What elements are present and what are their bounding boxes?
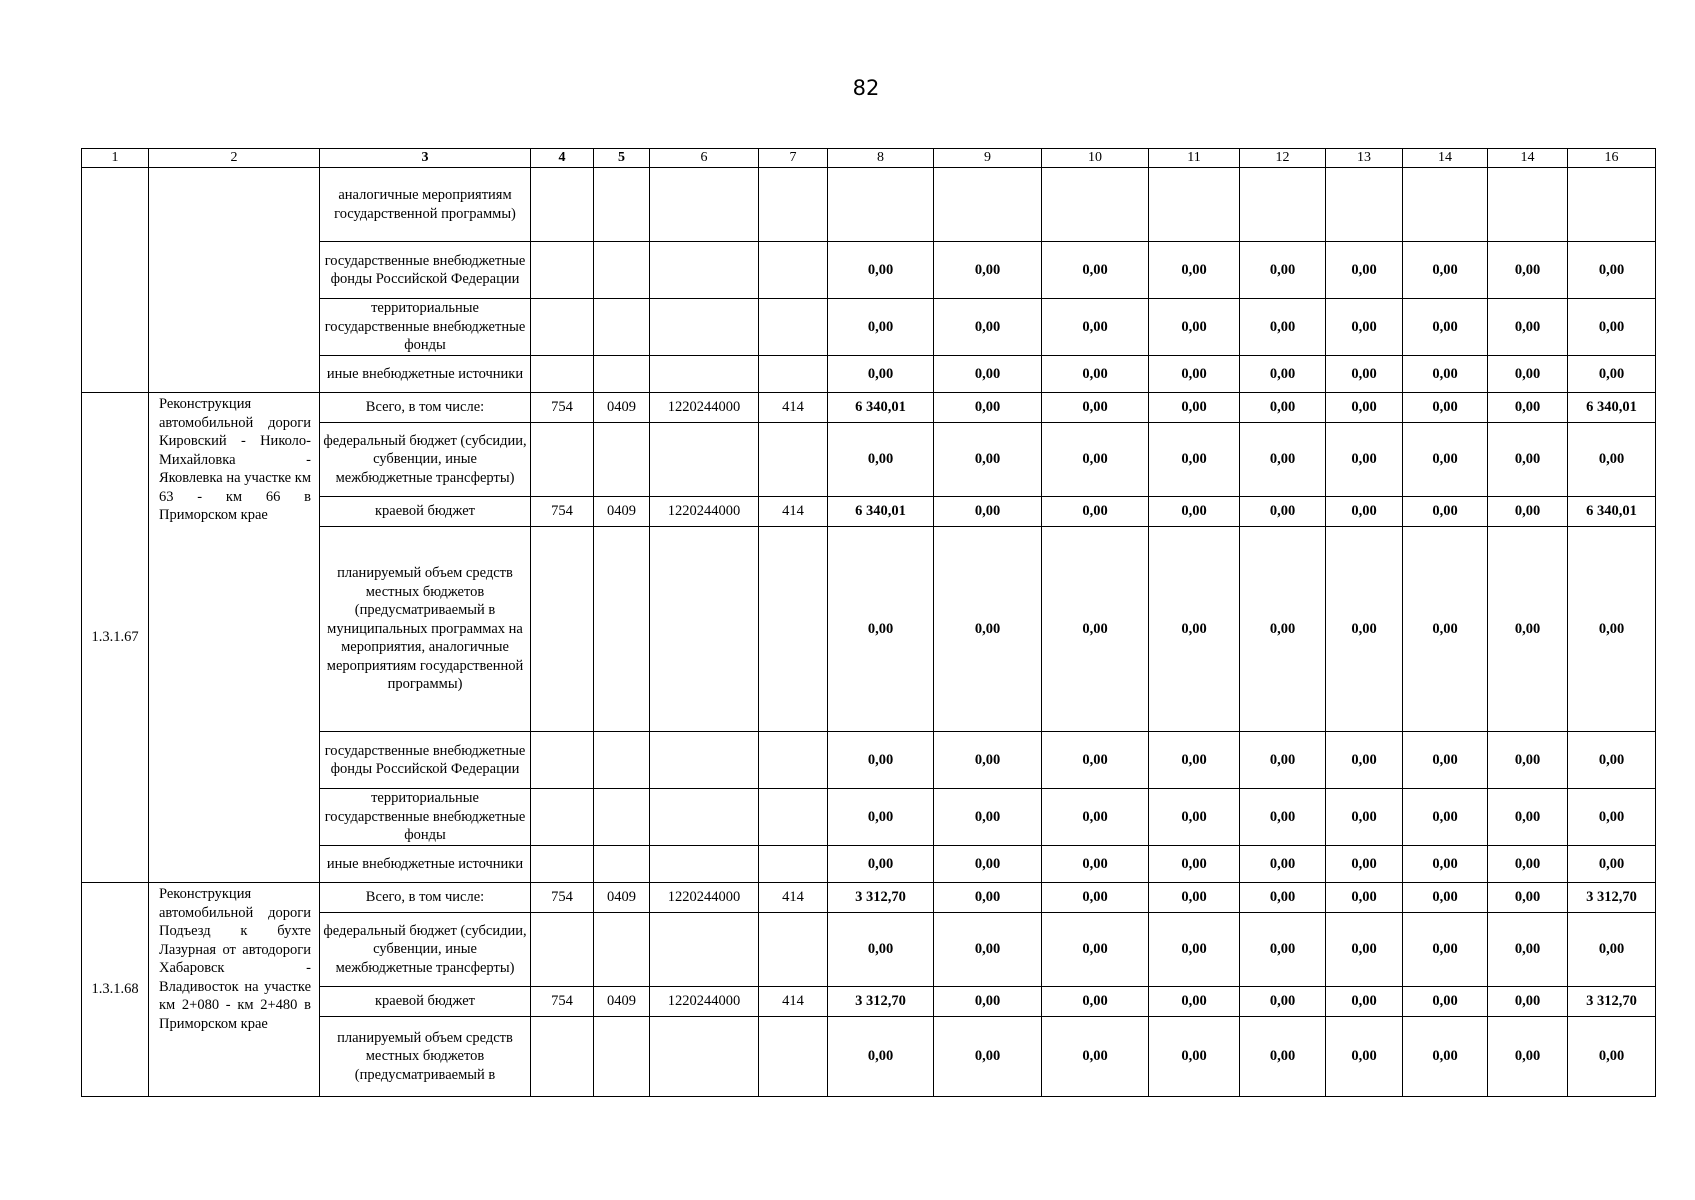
grbs-code-cell (531, 299, 594, 356)
amount-cell: 0,00 (1488, 987, 1568, 1017)
amount-cell: 0,00 (934, 732, 1042, 789)
amount-cell: 0,00 (1403, 497, 1488, 527)
amount-cell: 0,00 (828, 356, 934, 393)
header-cell: 7 (759, 149, 828, 168)
target-article-cell (650, 1017, 759, 1097)
amount-cell: 0,00 (1240, 423, 1326, 497)
expense-type-cell (759, 299, 828, 356)
amount-cell: 0,00 (1042, 1017, 1149, 1097)
section-code-cell (594, 168, 650, 242)
amount-cell: 3 312,70 (828, 987, 934, 1017)
amount-cell: 0,00 (1326, 356, 1403, 393)
funding-source-cell: территориальные государственные внебюджетные фонды (320, 789, 531, 846)
amount-cell: 0,00 (1042, 732, 1149, 789)
amount-cell: 0,00 (1403, 1017, 1488, 1097)
item-code-cell: 1.3.1.68 (82, 883, 149, 1097)
amount-cell: 0,00 (1403, 356, 1488, 393)
section-code-cell (594, 299, 650, 356)
grbs-code-cell (531, 789, 594, 846)
target-article-cell (650, 846, 759, 883)
item-name-cell (149, 168, 320, 393)
amount-cell: 0,00 (1403, 987, 1488, 1017)
amount-cell: 0,00 (1568, 356, 1656, 393)
amount-cell: 0,00 (1326, 242, 1403, 299)
target-article-cell (650, 732, 759, 789)
target-article-cell (650, 527, 759, 732)
amount-cell: 0,00 (1149, 299, 1240, 356)
expense-type-cell: 414 (759, 883, 828, 913)
amount-cell (1149, 168, 1240, 242)
funding-source-cell: государственные внебюджетные фонды Российской Федерации (320, 732, 531, 789)
amount-cell: 0,00 (1568, 789, 1656, 846)
target-article-cell: 1220244000 (650, 393, 759, 423)
amount-cell: 0,00 (1403, 913, 1488, 987)
amount-cell: 0,00 (934, 913, 1042, 987)
header-cell: 9 (934, 149, 1042, 168)
header-cell: 14 (1488, 149, 1568, 168)
amount-cell: 0,00 (828, 423, 934, 497)
amount-cell: 6 340,01 (828, 497, 934, 527)
funding-source-cell: федеральный бюджет (субсидии, субвенции, иные межбюджетные трансферты) (320, 423, 531, 497)
amount-cell (934, 168, 1042, 242)
amount-cell: 0,00 (934, 527, 1042, 732)
grbs-code-cell (531, 168, 594, 242)
grbs-code-cell (531, 846, 594, 883)
amount-cell: 3 312,70 (828, 883, 934, 913)
amount-cell: 6 340,01 (1568, 497, 1656, 527)
amount-cell (828, 168, 934, 242)
amount-cell: 0,00 (1403, 789, 1488, 846)
amount-cell: 0,00 (1240, 527, 1326, 732)
amount-cell: 0,00 (1042, 987, 1149, 1017)
amount-cell: 0,00 (1568, 423, 1656, 497)
amount-cell: 0,00 (1149, 497, 1240, 527)
header-cell: 2 (149, 149, 320, 168)
grbs-code-cell (531, 527, 594, 732)
amount-cell: 0,00 (1042, 423, 1149, 497)
amount-cell: 0,00 (1042, 846, 1149, 883)
amount-cell: 0,00 (1403, 242, 1488, 299)
amount-cell: 0,00 (934, 423, 1042, 497)
target-article-cell: 1220244000 (650, 497, 759, 527)
header-row (82, 149, 1656, 168)
budget-table (81, 148, 1656, 1097)
amount-cell: 0,00 (934, 242, 1042, 299)
header-cell: 11 (1149, 149, 1240, 168)
amount-cell: 0,00 (1326, 789, 1403, 846)
grbs-code-cell (531, 913, 594, 987)
section-code-cell (594, 732, 650, 789)
header-cell: 1 (82, 149, 149, 168)
grbs-code-cell (531, 242, 594, 299)
amount-cell: 0,00 (934, 846, 1042, 883)
amount-cell: 0,00 (934, 987, 1042, 1017)
target-article-cell (650, 242, 759, 299)
grbs-code-cell: 754 (531, 497, 594, 527)
amount-cell: 0,00 (1403, 883, 1488, 913)
amount-cell: 0,00 (1149, 846, 1240, 883)
expense-type-cell (759, 168, 828, 242)
amount-cell: 0,00 (1240, 1017, 1326, 1097)
section-code-cell (594, 527, 650, 732)
target-article-cell: 1220244000 (650, 883, 759, 913)
amount-cell: 0,00 (1149, 913, 1240, 987)
amount-cell: 0,00 (1568, 913, 1656, 987)
funding-source-cell: краевой бюджет (320, 987, 531, 1017)
amount-cell: 0,00 (1488, 299, 1568, 356)
amount-cell: 0,00 (1326, 527, 1403, 732)
amount-cell: 0,00 (1488, 913, 1568, 987)
funding-source-cell: аналогичные мероприятиям государственной программы) (320, 168, 531, 242)
grbs-code-cell (531, 732, 594, 789)
amount-cell: 0,00 (1042, 299, 1149, 356)
amount-cell: 6 340,01 (828, 393, 934, 423)
amount-cell (1488, 168, 1568, 242)
target-article-cell: 1220244000 (650, 987, 759, 1017)
funding-source-cell: Всего, в том числе: (320, 393, 531, 423)
funding-source-cell: иные внебюджетные источники (320, 846, 531, 883)
section-code-cell (594, 913, 650, 987)
amount-cell: 0,00 (1568, 299, 1656, 356)
item-code-cell: 1.3.1.67 (82, 393, 149, 883)
amount-cell: 3 312,70 (1568, 883, 1656, 913)
amount-cell: 0,00 (1042, 789, 1149, 846)
grbs-code-cell (531, 356, 594, 393)
expense-type-cell: 414 (759, 393, 828, 423)
amount-cell: 0,00 (1326, 732, 1403, 789)
amount-cell: 0,00 (828, 732, 934, 789)
target-article-cell (650, 913, 759, 987)
amount-cell (1568, 168, 1656, 242)
amount-cell: 0,00 (1568, 242, 1656, 299)
amount-cell: 0,00 (1240, 883, 1326, 913)
amount-cell (1403, 168, 1488, 242)
amount-cell: 0,00 (1326, 497, 1403, 527)
amount-cell: 0,00 (1568, 846, 1656, 883)
amount-cell: 0,00 (934, 883, 1042, 913)
expense-type-cell (759, 356, 828, 393)
amount-cell: 0,00 (828, 242, 934, 299)
amount-cell: 0,00 (1149, 1017, 1240, 1097)
amount-cell (1326, 168, 1403, 242)
section-code-cell: 0409 (594, 497, 650, 527)
amount-cell: 0,00 (1403, 527, 1488, 732)
expense-type-cell (759, 913, 828, 987)
amount-cell: 0,00 (828, 527, 934, 732)
amount-cell: 0,00 (828, 846, 934, 883)
amount-cell: 0,00 (1488, 242, 1568, 299)
amount-cell: 0,00 (1042, 913, 1149, 987)
header-cell: 10 (1042, 149, 1149, 168)
amount-cell (1240, 168, 1326, 242)
amount-cell: 0,00 (1240, 987, 1326, 1017)
target-article-cell (650, 423, 759, 497)
amount-cell: 0,00 (1240, 356, 1326, 393)
amount-cell: 0,00 (934, 497, 1042, 527)
amount-cell: 0,00 (1403, 423, 1488, 497)
amount-cell: 0,00 (1403, 393, 1488, 423)
expense-type-cell (759, 789, 828, 846)
funding-source-cell: планируемый объем средств местных бюджетов (предусматриваемый в (320, 1017, 531, 1097)
amount-cell: 0,00 (1149, 242, 1240, 299)
amount-cell: 0,00 (1326, 913, 1403, 987)
amount-cell: 0,00 (1042, 883, 1149, 913)
header-cell: 4 (531, 149, 594, 168)
expense-type-cell: 414 (759, 497, 828, 527)
amount-cell: 0,00 (828, 1017, 934, 1097)
funding-source-cell: федеральный бюджет (субсидии, субвенции, иные межбюджетные трансферты) (320, 913, 531, 987)
funding-source-cell: иные внебюджетные источники (320, 356, 531, 393)
table-row (82, 883, 1656, 913)
section-code-cell: 0409 (594, 393, 650, 423)
table-row (82, 168, 1656, 242)
grbs-code-cell: 754 (531, 987, 594, 1017)
header-cell: 6 (650, 149, 759, 168)
amount-cell: 0,00 (1149, 789, 1240, 846)
section-code-cell (594, 356, 650, 393)
amount-cell: 0,00 (1568, 1017, 1656, 1097)
amount-cell: 0,00 (1488, 789, 1568, 846)
expense-type-cell (759, 846, 828, 883)
amount-cell: 0,00 (1488, 356, 1568, 393)
amount-cell: 0,00 (828, 913, 934, 987)
item-code-cell (82, 168, 149, 393)
amount-cell: 0,00 (1488, 883, 1568, 913)
section-code-cell: 0409 (594, 987, 650, 1017)
expense-type-cell (759, 423, 828, 497)
amount-cell: 0,00 (1326, 299, 1403, 356)
funding-source-cell: территориальные государственные внебюджетные фонды (320, 299, 531, 356)
grbs-code-cell (531, 423, 594, 497)
expense-type-cell (759, 1017, 828, 1097)
amount-cell: 0,00 (1240, 789, 1326, 846)
section-code-cell (594, 1017, 650, 1097)
amount-cell: 0,00 (1488, 846, 1568, 883)
item-name-cell: Реконструкция автомобильной дороги Кировский - Николо-Михайловка - Яковлевка на участке км 63 - км 66 в Приморском крае (149, 393, 320, 883)
header-cell: 13 (1326, 149, 1403, 168)
amount-cell: 0,00 (1042, 242, 1149, 299)
amount-cell: 0,00 (934, 789, 1042, 846)
amount-cell: 0,00 (1488, 497, 1568, 527)
amount-cell: 0,00 (934, 1017, 1042, 1097)
amount-cell: 0,00 (934, 299, 1042, 356)
expense-type-cell (759, 242, 828, 299)
amount-cell: 0,00 (1488, 393, 1568, 423)
amount-cell: 0,00 (1488, 732, 1568, 789)
section-code-cell: 0409 (594, 883, 650, 913)
amount-cell: 0,00 (1488, 423, 1568, 497)
amount-cell: 0,00 (1240, 913, 1326, 987)
amount-cell: 0,00 (1149, 883, 1240, 913)
header-cell: 3 (320, 149, 531, 168)
amount-cell: 0,00 (1149, 527, 1240, 732)
amount-cell: 3 312,70 (1568, 987, 1656, 1017)
grbs-code-cell: 754 (531, 883, 594, 913)
amount-cell: 0,00 (1488, 1017, 1568, 1097)
target-article-cell (650, 356, 759, 393)
header-cell: 12 (1240, 149, 1326, 168)
table-row (82, 393, 1656, 423)
amount-cell: 0,00 (1042, 356, 1149, 393)
funding-source-cell: государственные внебюджетные фонды Российской Федерации (320, 242, 531, 299)
amount-cell: 0,00 (934, 393, 1042, 423)
amount-cell: 0,00 (934, 356, 1042, 393)
amount-cell: 0,00 (1403, 732, 1488, 789)
header-cell: 5 (594, 149, 650, 168)
amount-cell: 0,00 (1326, 393, 1403, 423)
target-article-cell (650, 789, 759, 846)
amount-cell: 0,00 (828, 789, 934, 846)
target-article-cell (650, 168, 759, 242)
amount-cell: 0,00 (1149, 356, 1240, 393)
amount-cell: 0,00 (1488, 527, 1568, 732)
page-number: 82 (852, 76, 880, 100)
header-cell: 14 (1403, 149, 1488, 168)
amount-cell: 0,00 (1240, 732, 1326, 789)
amount-cell: 0,00 (1042, 497, 1149, 527)
funding-source-cell: планируемый объем средств местных бюджетов (предусматриваемый в муниципальных программах на мероприятия, аналогичные мероприятиям государственной программы) (320, 527, 531, 732)
expense-type-cell (759, 732, 828, 789)
target-article-cell (650, 299, 759, 356)
section-code-cell (594, 789, 650, 846)
amount-cell: 0,00 (1149, 987, 1240, 1017)
amount-cell: 0,00 (1240, 393, 1326, 423)
header-cell: 8 (828, 149, 934, 168)
amount-cell: 0,00 (1149, 393, 1240, 423)
grbs-code-cell: 754 (531, 393, 594, 423)
amount-cell: 0,00 (1326, 1017, 1403, 1097)
item-name-cell: Реконструкция автомобильной дороги Подъезд к бухте Лазурная от автодороги Хабаровск - Владивосток на участке км 2+080 - км 2+480 в Приморском крае (149, 883, 320, 1097)
amount-cell: 0,00 (1326, 987, 1403, 1017)
amount-cell: 0,00 (1240, 497, 1326, 527)
amount-cell: 6 340,01 (1568, 393, 1656, 423)
amount-cell: 0,00 (1042, 527, 1149, 732)
amount-cell: 0,00 (1149, 423, 1240, 497)
amount-cell: 0,00 (1042, 393, 1149, 423)
amount-cell: 0,00 (1326, 883, 1403, 913)
expense-type-cell: 414 (759, 987, 828, 1017)
amount-cell: 0,00 (1326, 423, 1403, 497)
amount-cell: 0,00 (1568, 527, 1656, 732)
amount-cell: 0,00 (1240, 846, 1326, 883)
amount-cell: 0,00 (1240, 299, 1326, 356)
amount-cell: 0,00 (1240, 242, 1326, 299)
funding-source-cell: краевой бюджет (320, 497, 531, 527)
funding-source-cell: Всего, в том числе: (320, 883, 531, 913)
amount-cell: 0,00 (1326, 846, 1403, 883)
grbs-code-cell (531, 1017, 594, 1097)
section-code-cell (594, 846, 650, 883)
amount-cell: 0,00 (1149, 732, 1240, 789)
amount-cell: 0,00 (1403, 846, 1488, 883)
expense-type-cell (759, 527, 828, 732)
header-cell: 16 (1568, 149, 1656, 168)
amount-cell: 0,00 (1568, 732, 1656, 789)
amount-cell: 0,00 (1403, 299, 1488, 356)
section-code-cell (594, 242, 650, 299)
section-code-cell (594, 423, 650, 497)
amount-cell (1042, 168, 1149, 242)
amount-cell: 0,00 (828, 299, 934, 356)
